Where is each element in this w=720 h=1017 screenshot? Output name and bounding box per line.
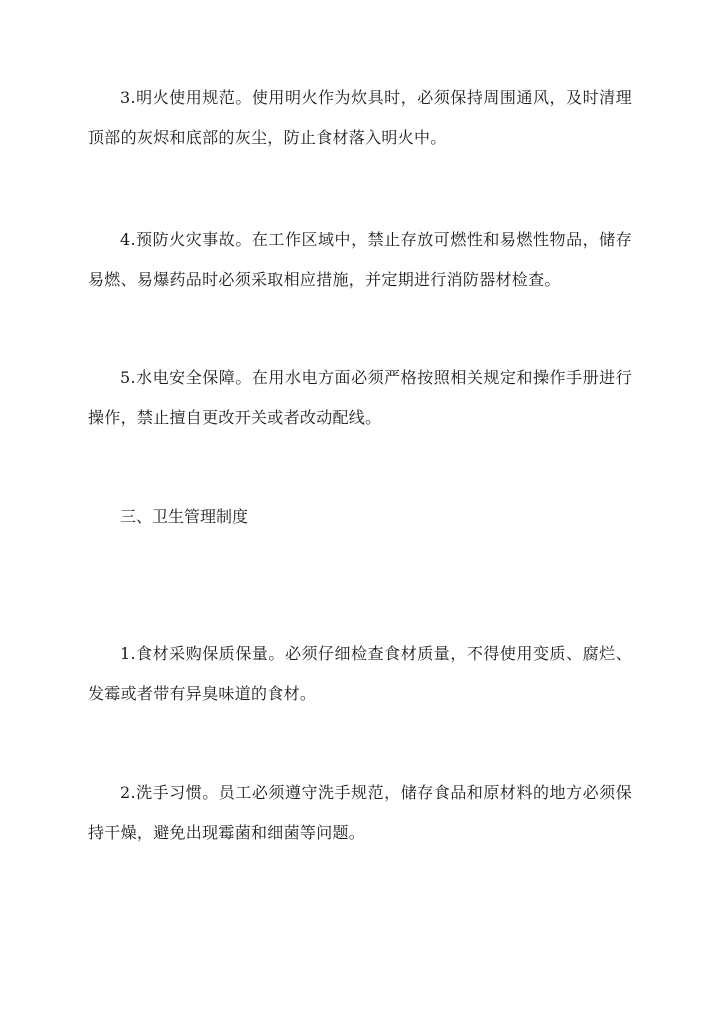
paragraph-handwashing: 2.洗手习惯。员工必须遵守洗手规范，储存食品和原材料的地方必须保持干燥，避免出现霉菌和细菌等问题。: [88, 783, 632, 842]
paragraph-open-flame-rules: 3.明火使用规范。使用明火作为炊具时，必须保持周围通风，及时清理顶部的灰烬和底部的灰尘，防止食材落入明火中。: [88, 88, 632, 147]
paragraph-water-electric-safety: 5.水电安全保障。在用水电方面必须严格按照相关规定和操作手册进行操作，禁止擅自更改开关或者改动配线。: [88, 368, 632, 427]
paragraph-food-quality: 1.食材采购保质保量。必须仔细检查食材质量，不得使用变质、腐烂、发霉或者带有异臭味道的食材。: [88, 644, 632, 703]
section-heading-hygiene: 三、卫生管理制度: [120, 507, 249, 526]
paragraph-fire-prevention: 4.预防火灾事故。在工作区域中，禁止存放可燃性和易燃性物品，储存易燃、易爆药品时必须采取相应措施，并定期进行消防器材检查。: [88, 230, 632, 289]
document-page: [88, 0, 632, 1017]
